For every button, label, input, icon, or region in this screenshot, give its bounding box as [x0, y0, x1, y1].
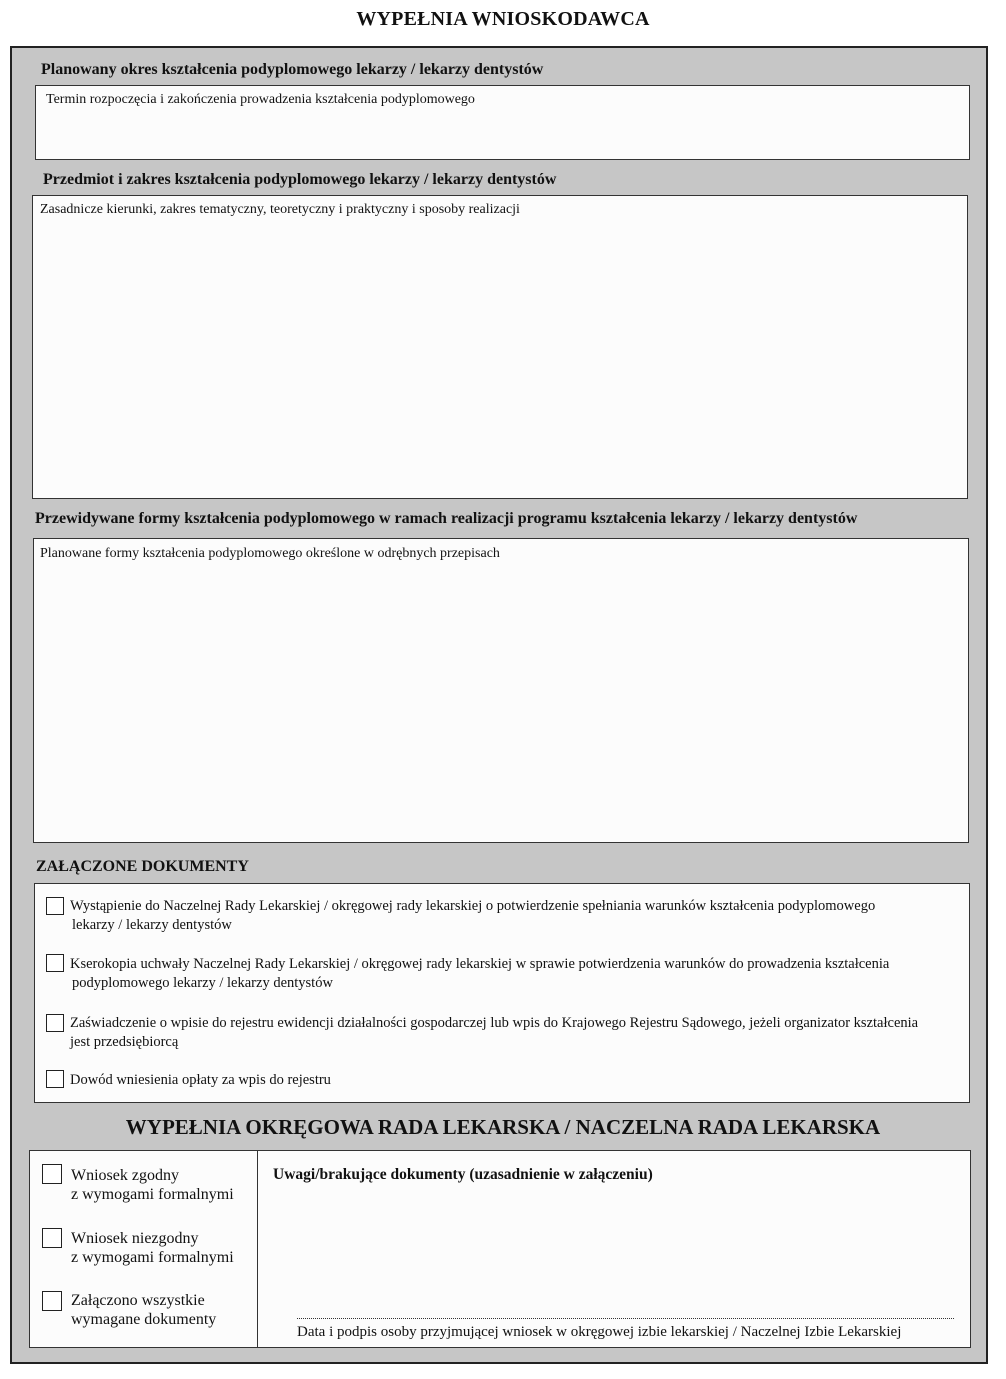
attachment-item-3-line2: jest przedsiębiorcą: [70, 1034, 179, 1050]
subject-label: Przedmiot i zakres kształcenia podyplomowego lekarzy / lekarzy dentystów: [43, 171, 557, 188]
attachment-checkbox-4[interactable]: [46, 1070, 64, 1088]
attachment-item-2: [70, 955, 889, 993]
status-checkbox-1[interactable]: [42, 1164, 62, 1184]
attachment-checkbox-2[interactable]: [46, 954, 64, 972]
attachment-item-2-line1: Kserokopia uchwały Naczelnej Rady Lekarskiej / okręgowej rady lekarskiej w sprawie potwierdzenia warunków do prowadzenia kształcenia: [70, 956, 890, 972]
subject-hint: Zasadnicze kierunki, zakres tematyczny, teoretyczny i praktyczny i sposoby realizacji: [40, 202, 520, 217]
period-field[interactable]: [35, 85, 970, 160]
status-item-1: [71, 1166, 234, 1204]
signature-caption: Data i podpis osoby przyjmującej wniosek w okręgowej izbie lekarskiej / Naczelnej Izbie Lekarskiej: [297, 1324, 902, 1340]
attachment-checkbox-3[interactable]: [46, 1014, 64, 1032]
signature-line[interactable]: [297, 1318, 954, 1319]
attachment-item-1-line2: lekarzy / lekarzy dentystów: [72, 917, 232, 933]
attachment-item-3-line1: Zaświadczenie o wpisie do rejestru ewidencji działalności gospodarczej lub wpis do Krajowego Rejestru Sądowego, jeżeli organizator kształcenia: [70, 1015, 919, 1031]
status-item-2: [71, 1229, 234, 1267]
subject-field[interactable]: [32, 195, 968, 499]
status-item-1-line2: z wymogami formalnymi: [71, 1186, 234, 1203]
attachment-item-1: [70, 897, 875, 935]
status-checkbox-2[interactable]: [42, 1228, 62, 1248]
attachment-item-4: [70, 1071, 331, 1090]
attachment-item-2-line2: podyplomowego lekarzy / lekarzy dentystów: [72, 975, 333, 991]
period-label: Planowany okres kształcenia podyplomowego lekarzy / lekarzy dentystów: [41, 61, 544, 78]
council-divider: [257, 1150, 258, 1348]
attachment-item-1-line1: Wystąpienie do Naczelnej Rady Lekarskiej / okręgowej rady lekarskiej o potwierdzenie spełniania warunków kształcenia podyplomowego: [70, 898, 876, 914]
forms-label: Przewidywane formy kształcenia podyplomowego w ramach realizacji programu kształcenia lekarzy / lekarzy dentystów: [35, 510, 858, 527]
status-item-2-line2: z wymogami formalnymi: [71, 1249, 234, 1266]
remarks-label: Uwagi/brakujące dokumenty (uzasadnienie w załączeniu): [273, 1166, 653, 1183]
attachment-item-3: [70, 1014, 918, 1052]
form-title: WYPEŁNIA WNIOSKODAWCA: [356, 8, 650, 30]
status-item-3-line1: Załączono wszystkie: [71, 1292, 205, 1309]
status-item-3: [71, 1291, 216, 1329]
status-item-1-line1: Wniosek zgodny: [71, 1167, 179, 1184]
remarks-field[interactable]: [270, 1185, 960, 1315]
status-checkbox-3[interactable]: [42, 1291, 62, 1311]
period-hint: Termin rozpoczęcia i zakończenia prowadzenia kształcenia podyplomowego: [46, 92, 475, 107]
attachments-label: ZAŁĄCZONE DOKUMENTY: [36, 858, 249, 875]
forms-hint: Planowane formy kształcenia podyplomowego określone w odrębnych przepisach: [40, 546, 500, 561]
attachment-checkbox-1[interactable]: [46, 897, 64, 915]
attachment-item-4-line1: Dowód wniesienia opłaty za wpis do rejestru: [70, 1072, 331, 1088]
council-title: WYPEŁNIA OKRĘGOWA RADA LEKARSKA / NACZELNA RADA LEKARSKA: [125, 1115, 881, 1139]
status-item-3-line2: wymagane dokumenty: [71, 1311, 217, 1328]
status-item-2-line1: Wniosek niezgodny: [71, 1230, 199, 1247]
forms-field[interactable]: [33, 538, 969, 843]
